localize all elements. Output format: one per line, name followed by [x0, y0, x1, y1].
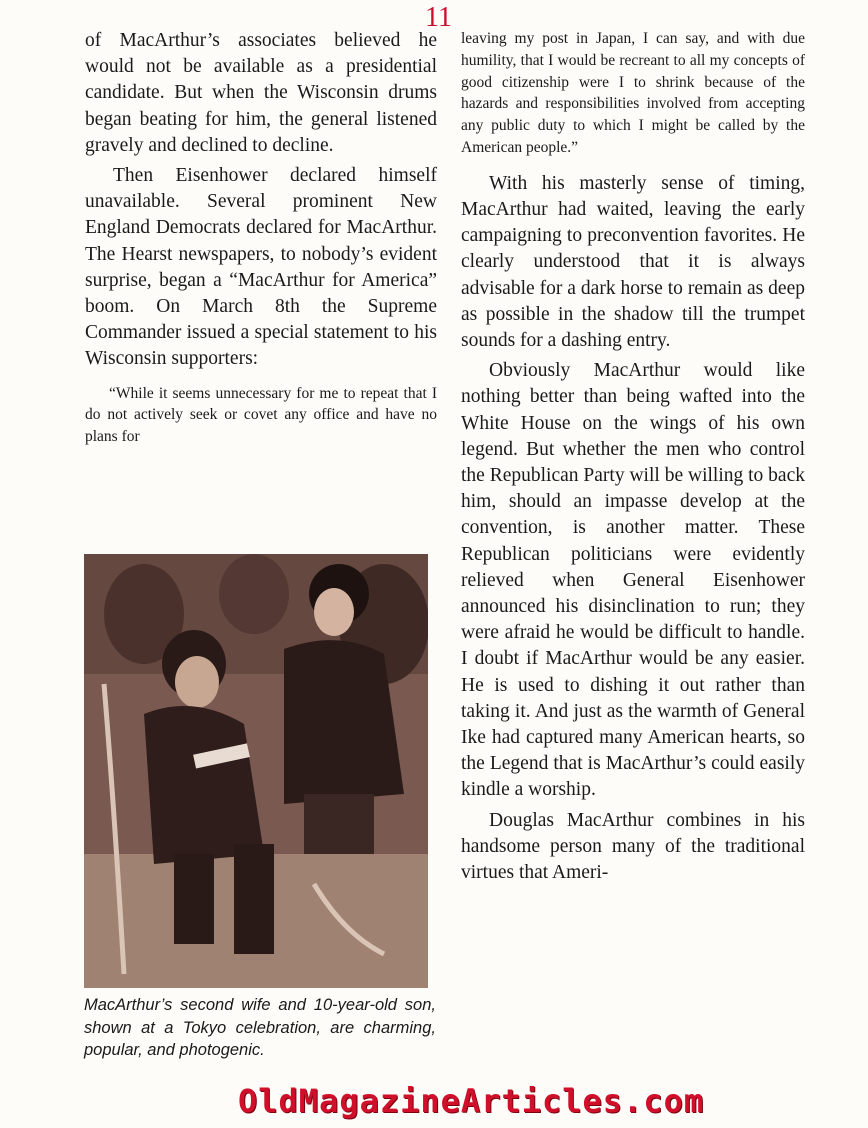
watermark-logo: OldMagazineArticles.com: [238, 1082, 705, 1120]
paragraph-3: With his masterly sense of timing, MacArthur had waited, leaving the early campaigning to preconvention favorites. He clearly understood that it is always advisable for a dark horse to remain as deep as possible in the shadow till the trumpet sounds for a dashing entry.: [461, 172, 805, 351]
paragraph-5: Douglas MacArthur combines in his handsome person many of the traditional virtues that Ameri-: [461, 809, 805, 884]
photograph: [84, 554, 428, 988]
quote-continued: leaving my post in Japan, I can say, and with due humility, that I would be recreant to all my concepts of good citizenship were I to shrink because of the hazards and responsibilities involved from accepting any public duty to which I might be called by the American people.”: [461, 30, 805, 156]
quote-start: “While it seems unnecessary for me to repeat that I do not actively seek or covet any office and have no plans for: [85, 384, 437, 446]
left-column: [85, 28, 437, 448]
paragraph-4: Obviously MacArthur would like nothing better than being wafted into the White House on the wings of his own legend. But whether the men who control the Republican Party will be willing to back him, should an impasse develop at the convention, is another matter. These Republican politicians were evidently relieved when General Eisenhower announced his disinclination to run; they were afraid he would be difficult to handle. I doubt if MacArthur would be any easier. He is used to dishing it out rather than taking it. And just as the warmth of General Ike had captured many American hearts, so the Legend that is MacArthur’s could easily kindle a worship.: [461, 360, 805, 801]
paragraph-2: Then Eisenhower declared himself unavailable. Several prominent New England Democrats declared for MacArthur. The Hearst newspapers, to nobody’s evident surprise, began a “MacArthur for America” boom. On March 8th the Supreme Commander issued a special statement to his Wisconsin supporters:: [85, 165, 437, 370]
photo-caption: MacArthur’s second wife and 10-year-old son, shown at a Tokyo celebration, are charming, popular, and photogenic.: [84, 996, 436, 1060]
right-column: [461, 28, 805, 886]
page-number: 11: [425, 2, 452, 33]
paragraph-1: of MacArthur’s associates believed he would not be available as a presidential candidate. But when the Wisconsin drums began beating for him, the general listened gravely and declined to decline.: [85, 30, 437, 156]
photo-illustration: [84, 554, 428, 988]
